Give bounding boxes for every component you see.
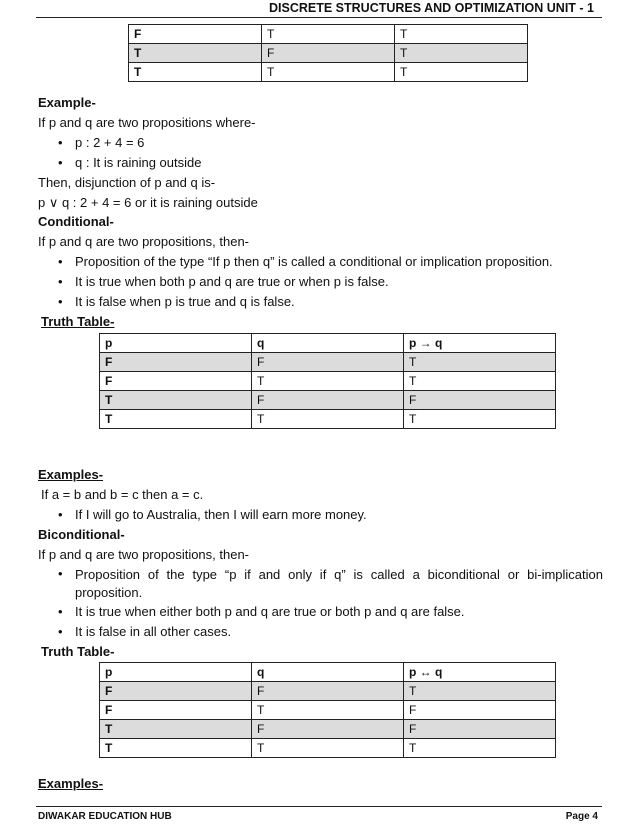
truth-table-label: Truth Table-: [41, 644, 115, 659]
table-header-row: [100, 663, 556, 682]
list-item-text: It is false when p is true and q is false.: [75, 294, 295, 309]
conditional-heading: Conditional-: [38, 214, 114, 229]
bullet-icon: •: [58, 566, 63, 581]
table-row: [129, 44, 528, 63]
table-row: [129, 25, 528, 44]
list-item-text: Proposition of the type “If p then q” is called a conditional or implication proposition.: [75, 254, 553, 269]
page-header: [36, 0, 602, 18]
table-header-cell: p → q: [404, 334, 556, 353]
table-row: [129, 63, 528, 82]
biconditional-intro: If p and q are two propositions, then-: [38, 547, 250, 562]
table-cell: F: [252, 682, 404, 701]
header-title: DISCRETE STRUCTURES AND OPTIMIZATION UNIT - 1: [269, 1, 594, 15]
bullet-icon: •: [58, 135, 63, 150]
example-heading: Example-: [38, 95, 96, 110]
truth-table-label: Truth Table-: [41, 314, 115, 329]
table-cell: T: [404, 353, 556, 372]
table-cell: T: [262, 63, 395, 82]
conditional-intro: If p and q are two propositions, then-: [38, 234, 250, 249]
table-cell: F: [404, 391, 556, 410]
list-item-text: It is false in all other cases.: [75, 624, 232, 639]
table-cell: T: [404, 682, 556, 701]
table-cell: T: [252, 410, 404, 429]
table-row: [100, 739, 556, 758]
examples-heading: Examples-: [38, 776, 104, 791]
table-header-cell: q: [252, 334, 404, 353]
table-header-cell: p ↔ q: [404, 663, 556, 682]
table-cell: F: [129, 25, 262, 44]
table-row: [100, 372, 556, 391]
table-cell: T: [129, 44, 262, 63]
list-item-text: It is true when both p and q are true or when p is false.: [75, 274, 389, 289]
bullet-icon: •: [58, 274, 63, 289]
list-item-text: q : It is raining outside: [75, 155, 202, 170]
table-cell: T: [262, 25, 395, 44]
table-cell: F: [252, 353, 404, 372]
truth-table-biconditional: [99, 662, 556, 758]
list-item-text: It is true when either both p and q are true or both p and q are false.: [75, 604, 465, 619]
table-cell: T: [252, 372, 404, 391]
biconditional-heading: Biconditional-: [38, 527, 125, 542]
bullet-icon: •: [58, 254, 63, 269]
table-cell: F: [404, 720, 556, 739]
example-then: Then, disjunction of p and q is-: [38, 175, 216, 190]
examples-heading: Examples-: [38, 467, 104, 482]
table-cell: T: [100, 410, 252, 429]
table-cell: F: [100, 682, 252, 701]
table-row: [100, 391, 556, 410]
table-cell: T: [100, 739, 252, 758]
bullet-icon: •: [58, 507, 63, 522]
table-header-cell: q: [252, 663, 404, 682]
table-cell: T: [404, 372, 556, 391]
page-footer: [36, 806, 602, 822]
table-cell: T: [395, 63, 528, 82]
list-item-text: p : 2 + 4 = 6: [75, 135, 145, 150]
truth-table-disjunction-continued: [128, 24, 528, 82]
table-cell: F: [100, 372, 252, 391]
table-header-cell: p: [100, 334, 252, 353]
table-cell: T: [129, 63, 262, 82]
table-cell: F: [262, 44, 395, 63]
footer-publisher: DIWAKAR EDUCATION HUB: [38, 811, 172, 822]
table-cell: F: [252, 720, 404, 739]
bullet-icon: •: [58, 624, 63, 639]
table-cell: T: [252, 701, 404, 720]
table-cell: T: [404, 739, 556, 758]
example-intro: If p and q are two propositions where-: [38, 115, 256, 130]
list-item-text: If I will go to Australia, then I will earn more money.: [75, 507, 367, 522]
table-cell: T: [395, 44, 528, 63]
table-cell: F: [100, 353, 252, 372]
table-cell: T: [100, 391, 252, 410]
bullet-icon: •: [58, 604, 63, 619]
table-cell: F: [404, 701, 556, 720]
table-cell: T: [100, 720, 252, 739]
bullet-icon: •: [58, 155, 63, 170]
truth-table-conditional: [99, 333, 556, 429]
table-row: [100, 682, 556, 701]
bullet-icon: •: [58, 294, 63, 309]
list-item-text: Proposition of the type “p if and only if q” is called a biconditional or bi-implication proposition.: [75, 567, 603, 600]
table-row: [100, 720, 556, 739]
table-cell: T: [404, 410, 556, 429]
table-cell: T: [395, 25, 528, 44]
table-row: [100, 410, 556, 429]
table-row: [100, 701, 556, 720]
table-row: [100, 353, 556, 372]
example-result: p ∨ q : 2 + 4 = 6 or it is raining outside: [38, 195, 258, 210]
list-item: [58, 566, 603, 602]
page-number: Page 4: [565, 811, 598, 822]
table-cell: F: [252, 391, 404, 410]
table-header-cell: p: [100, 663, 252, 682]
table-cell: F: [100, 701, 252, 720]
examples-line: If a = b and b = c then a = c.: [41, 487, 204, 502]
table-header-row: [100, 334, 556, 353]
table-cell: T: [252, 739, 404, 758]
